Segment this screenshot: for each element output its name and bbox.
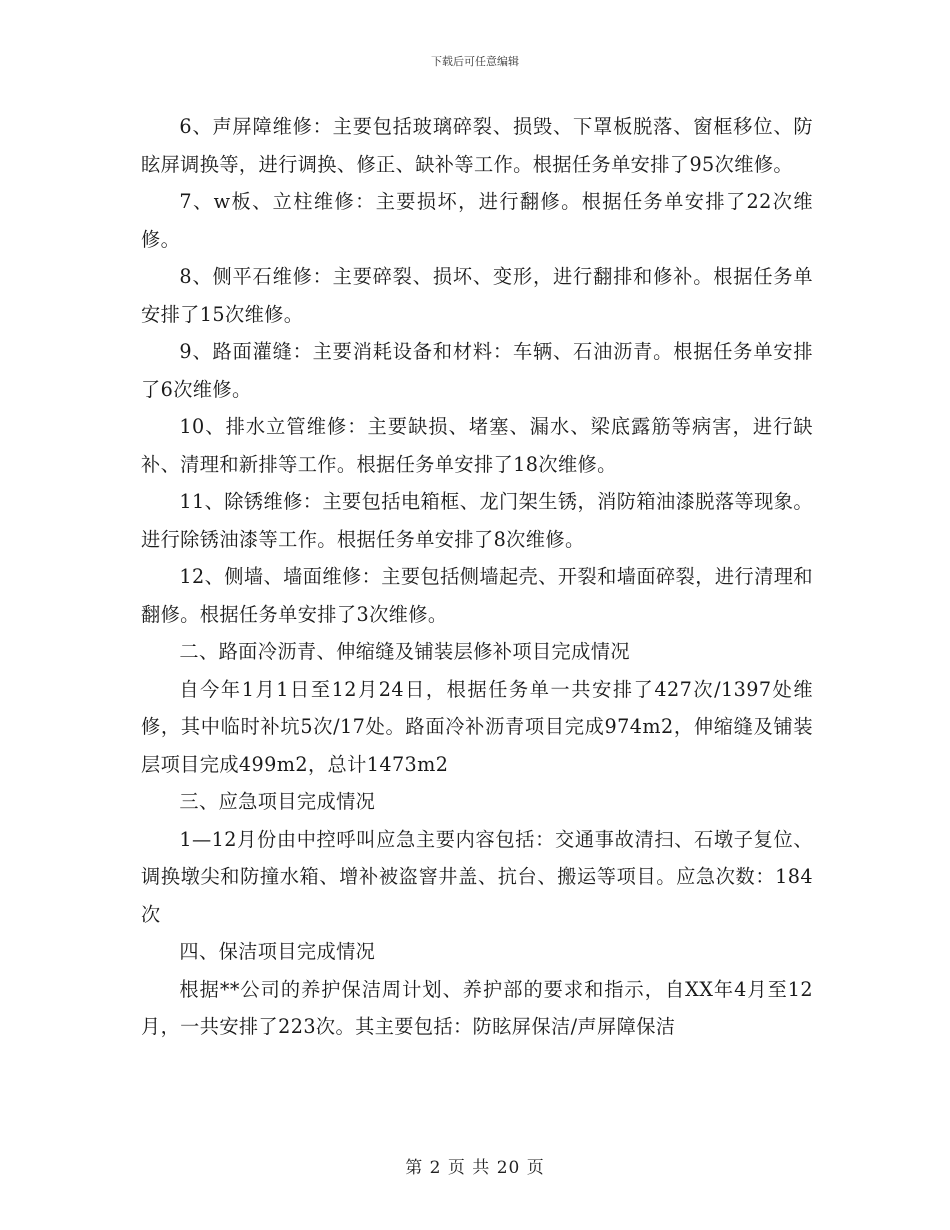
- paragraph-item-12: 12、侧墙、墙面维修：主要包括侧墙起壳、开裂和墙面碎裂，进行清理和翻修。根据任务单安排了3次维修。: [141, 565, 813, 626]
- section-body-4: 根据**公司的养护保洁周计划、养护部的要求和指示，自XX年4月至12月，一共安排了223次。其主要包括：防眩屏保洁/声屏障保洁: [141, 977, 813, 1038]
- section-heading-4: 四、保洁项目完成情况: [179, 940, 376, 963]
- section-body-3: 1—12月份由中控呼叫应急主要内容包括：交通事故清扫、石墩子复位、调换墩尖和防撞水箱、增补被盗窨井盖、抗台、搬运等项目。应急次数：184次: [141, 827, 813, 926]
- paragraph-item-8: 8、侧平石维修：主要碎裂、损坏、变形，进行翻排和修补。根据任务单安排了15次维修。: [141, 265, 813, 326]
- document-body: [141, 108, 813, 1046]
- paragraph-item-7: 7、w板、立柱维修：主要损坏，进行翻修。根据任务单安排了22次维修。: [141, 190, 813, 251]
- section-heading-2: 二、路面冷沥青、伸缩缝及铺装层修补项目完成情况: [179, 640, 630, 663]
- page-number-footer: 第 2 页 共 20 页: [405, 1158, 545, 1178]
- paragraph-item-11: 11、除锈维修：主要包括电箱框、龙门架生锈，消防箱油漆脱落等现象。进行除锈油漆等工作。根据任务单安排了8次维修。: [141, 490, 813, 551]
- paragraph-item-9: 9、路面灌缝：主要消耗设备和材料：车辆、石油沥青。根据任务单安排了6次维修。: [141, 340, 813, 401]
- paragraph-item-10: 10、排水立管维修：主要缺损、堵塞、漏水、梁底露筋等病害，进行缺补、清理和新排等工作。根据任务单安排了18次维修。: [141, 415, 813, 476]
- paragraph-item-6: 6、声屏障维修：主要包括玻璃碎裂、损毁、下罩板脱落、窗框移位、防眩屏调换等，进行调换、修正、缺补等工作。根据任务单安排了95次维修。: [141, 115, 813, 176]
- section-body-2: 自今年1月1日至12月24日，根据任务单一共安排了427次/1397处维修，其中临时补坑5次/17处。路面冷补沥青项目完成974m2，伸缩缝及铺装层项目完成499m2，总计1473m2: [141, 677, 813, 776]
- page-header: 下载后可任意编辑: [431, 55, 519, 68]
- section-heading-3: 三、应急项目完成情况: [179, 790, 376, 813]
